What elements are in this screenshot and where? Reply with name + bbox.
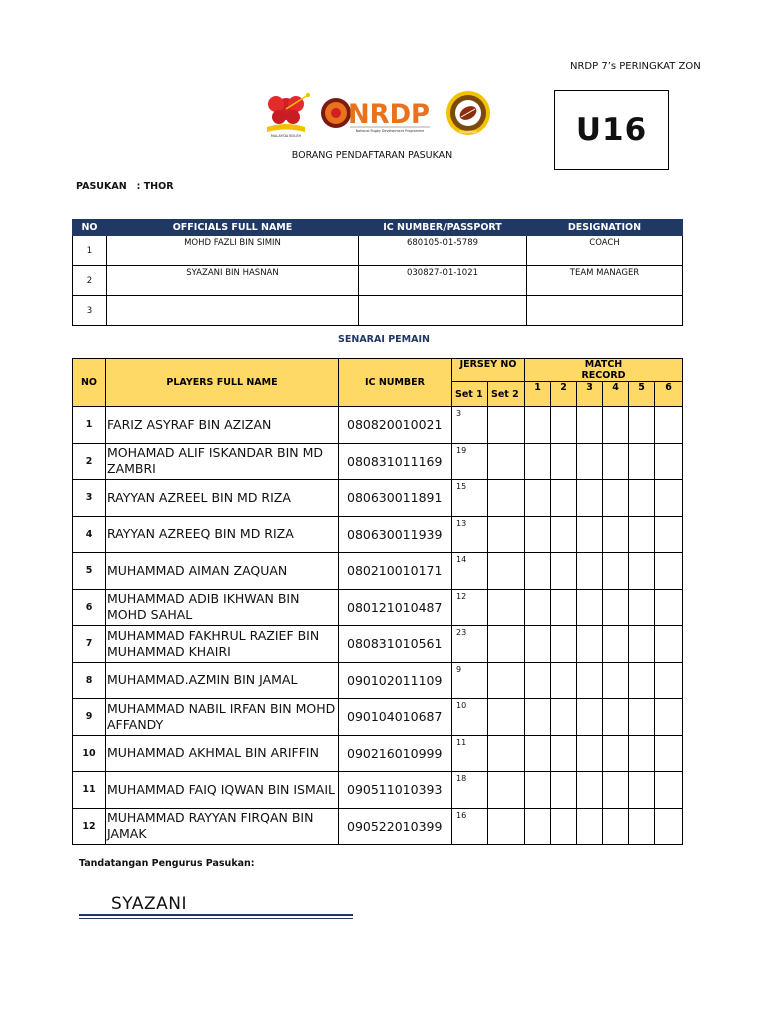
player-match-6-cell[interactable] (655, 480, 683, 517)
player-row (73, 553, 683, 590)
players-header-match-record: MATCH RECORD (525, 359, 683, 382)
player-name[interactable]: MUHAMMAD RAYYAN FIRQAN BIN JAMAK (106, 808, 339, 845)
player-match-2-cell[interactable] (551, 662, 577, 699)
player-match-1-cell[interactable] (525, 662, 551, 699)
officials-table (72, 219, 683, 326)
nrdp-wordmark: NRDP (348, 99, 430, 130)
player-match-2-cell[interactable] (551, 553, 577, 590)
player-match-3-cell[interactable] (577, 589, 603, 626)
player-match-5-cell[interactable] (629, 626, 655, 663)
team-name: PASUKAN : THOR (76, 181, 174, 192)
player-no: 1 (73, 407, 106, 444)
player-match-6-cell[interactable] (655, 407, 683, 444)
officials-header-no: NO (73, 220, 107, 236)
player-no: 11 (73, 772, 106, 809)
player-match-4-cell[interactable] (603, 626, 629, 663)
player-match-2-cell[interactable] (551, 808, 577, 845)
player-match-4-cell[interactable] (603, 443, 629, 480)
player-row (73, 626, 683, 663)
player-name[interactable]: MUHAMMAD FAKHRUL RAZIEF BIN MUHAMMAD KHAIRI (106, 626, 339, 663)
player-ic[interactable]: 080210010171 (339, 553, 452, 590)
player-jersey-set1[interactable]: 10 (452, 699, 488, 736)
officials-header-ic: IC NUMBER/PASSPORT (359, 220, 527, 236)
player-no: 10 (73, 735, 106, 772)
player-ic[interactable]: 080831011169 (339, 443, 452, 480)
player-match-3-cell[interactable] (577, 516, 603, 553)
player-match-1-cell[interactable] (525, 808, 551, 845)
player-no: 2 (73, 443, 106, 480)
player-jersey-set1[interactable]: 19 (452, 443, 488, 480)
official-ic (359, 296, 526, 298)
nrdp-logo (321, 98, 430, 133)
player-jersey-set1[interactable]: 13 (452, 516, 488, 553)
official-designation-cell[interactable] (527, 266, 683, 296)
player-match-4-cell[interactable] (603, 480, 629, 517)
match-header-3: 3 (577, 382, 603, 407)
official-designation: TEAM MANAGER (569, 268, 640, 278)
player-no: 6 (73, 589, 106, 626)
player-match-1-cell[interactable] (525, 443, 551, 480)
player-jersey-set1[interactable]: 15 (452, 480, 488, 517)
official-no: 3 (73, 296, 107, 326)
player-no: 8 (73, 662, 106, 699)
player-match-1-cell[interactable] (525, 699, 551, 736)
match-header-6: 6 (655, 382, 683, 407)
players-table (72, 358, 683, 845)
player-ic[interactable]: 080831010561 (339, 626, 452, 663)
match-header-5: 5 (629, 382, 655, 407)
player-match-4-cell[interactable] (603, 407, 629, 444)
players-table-body (73, 407, 683, 845)
player-match-5-cell[interactable] (629, 772, 655, 809)
player-match-3-cell[interactable] (577, 480, 603, 517)
player-match-5-cell[interactable] (629, 407, 655, 444)
officials-row (73, 266, 683, 296)
player-name[interactable]: RAYYAN AZREEL BIN MD RIZA (106, 480, 339, 517)
player-match-1-cell[interactable] (525, 626, 551, 663)
player-no: 7 (73, 626, 106, 663)
player-match-2-cell[interactable] (551, 699, 577, 736)
official-name: MOHD FAZLI BIN SIMIN (184, 238, 281, 248)
signature-line (79, 914, 353, 916)
player-match-5-cell[interactable] (629, 808, 655, 845)
player-ic[interactable]: 090522010399 (339, 808, 452, 845)
player-match-2-cell[interactable] (551, 407, 577, 444)
player-match-4-cell[interactable] (603, 589, 629, 626)
left-logo-text: MALAYSIA BOLEH (270, 134, 302, 138)
player-name[interactable]: MUHAMMAD NABIL IRFAN BIN MOHD AFFANDY (106, 699, 339, 736)
official-designation-cell[interactable] (527, 296, 683, 326)
player-name[interactable]: MUHAMMAD.AZMIN BIN JAMAL (106, 662, 339, 699)
player-match-3-cell[interactable] (577, 735, 603, 772)
player-jersey-set2[interactable] (488, 443, 525, 480)
player-ic[interactable]: 080121010487 (339, 589, 452, 626)
player-match-2-cell[interactable] (551, 480, 577, 517)
players-header-name: PLAYERS FULL NAME (106, 359, 339, 407)
player-ic[interactable]: 090511010393 (339, 772, 452, 809)
player-match-6-cell[interactable] (655, 735, 683, 772)
player-name[interactable]: MUHAMMAD ADIB IKHWAN BIN MOHD SAHAL (106, 589, 339, 626)
official-ic: 030827-01-1021 (406, 268, 479, 278)
player-jersey-set2[interactable] (488, 735, 525, 772)
player-row (73, 699, 683, 736)
players-header-ic: IC NUMBER (339, 359, 452, 407)
official-name-cell[interactable] (107, 236, 359, 266)
players-header-no: NO (73, 359, 106, 407)
player-match-4-cell[interactable] (603, 772, 629, 809)
player-name[interactable]: MUHAMMAD AKHMAL BIN ARIFFIN (106, 735, 339, 772)
player-match-1-cell[interactable] (525, 516, 551, 553)
officials-row (73, 296, 683, 326)
player-match-3-cell[interactable] (577, 626, 603, 663)
player-name[interactable]: FARIZ ASYRAF BIN AZIZAN (106, 407, 339, 444)
match-header-4: 4 (603, 382, 629, 407)
official-designation-cell[interactable] (527, 236, 683, 266)
player-match-5-cell[interactable] (629, 735, 655, 772)
rugby-union-emblem (446, 91, 490, 135)
player-row (73, 589, 683, 626)
player-match-5-cell[interactable] (629, 480, 655, 517)
official-ic-cell[interactable] (359, 296, 527, 326)
official-no: 2 (73, 266, 107, 296)
player-jersey-set2[interactable] (488, 589, 525, 626)
signature-line-secondary (79, 918, 353, 919)
player-match-4-cell[interactable] (603, 662, 629, 699)
signature-name: SYAZANI (111, 894, 187, 914)
officials-header-designation: DESIGNATION (527, 220, 683, 236)
player-jersey-set1[interactable]: 12 (452, 589, 488, 626)
official-no: 1 (73, 236, 107, 266)
player-jersey-set2[interactable] (488, 772, 525, 809)
players-header-set1: Set 1 (452, 382, 488, 407)
player-match-2-cell[interactable] (551, 516, 577, 553)
player-match-5-cell[interactable] (629, 699, 655, 736)
officials-header-name: OFFICIALS FULL NAME (107, 220, 359, 236)
players-section-heading: SENARAI PEMAIN (338, 334, 430, 345)
signature-label: Tandatangan Pengurus Pasukan: (79, 858, 255, 869)
player-match-3-cell[interactable] (577, 808, 603, 845)
player-no: 12 (73, 808, 106, 845)
player-match-6-cell[interactable] (655, 808, 683, 845)
player-match-5-cell[interactable] (629, 443, 655, 480)
official-ic: 680105-01-5789 (406, 238, 479, 248)
player-jersey-set2[interactable] (488, 553, 525, 590)
player-match-6-cell[interactable] (655, 772, 683, 809)
player-row (73, 772, 683, 809)
player-match-2-cell[interactable] (551, 772, 577, 809)
player-match-4-cell[interactable] (603, 553, 629, 590)
logo-strip (262, 89, 498, 139)
player-jersey-set2[interactable] (488, 516, 525, 553)
player-jersey-set1[interactable]: 23 (452, 626, 488, 663)
player-jersey-set1[interactable]: 11 (452, 735, 488, 772)
player-match-4-cell[interactable] (603, 516, 629, 553)
player-no: 5 (73, 553, 106, 590)
player-name[interactable]: MUHAMMAD AIMAN ZAQUAN (106, 553, 339, 590)
player-row (73, 443, 683, 480)
player-match-5-cell[interactable] (629, 553, 655, 590)
player-match-3-cell[interactable] (577, 662, 603, 699)
official-designation: COACH (589, 238, 620, 248)
player-match-3-cell[interactable] (577, 443, 603, 480)
player-match-1-cell[interactable] (525, 553, 551, 590)
player-match-5-cell[interactable] (629, 662, 655, 699)
form-reference-note: NRDP 7’s PERINGKAT ZON (570, 61, 701, 72)
officials-row (73, 236, 683, 266)
player-no: 9 (73, 699, 106, 736)
player-match-1-cell[interactable] (525, 772, 551, 809)
official-name: SYAZANI BIN HASNAN (186, 268, 279, 278)
player-match-2-cell[interactable] (551, 735, 577, 772)
player-match-4-cell[interactable] (603, 699, 629, 736)
player-match-2-cell[interactable] (551, 589, 577, 626)
player-match-2-cell[interactable] (551, 626, 577, 663)
player-name[interactable]: MUHAMMAD FAIQ IQWAN BIN ISMAIL (106, 772, 339, 809)
player-match-3-cell[interactable] (577, 407, 603, 444)
player-ic[interactable]: 090216010999 (339, 735, 452, 772)
players-header-row (73, 359, 683, 382)
player-match-3-cell[interactable] (577, 772, 603, 809)
player-match-1-cell[interactable] (525, 407, 551, 444)
player-jersey-set2[interactable] (488, 407, 525, 444)
player-row (73, 516, 683, 553)
player-name[interactable]: RAYYAN AZREEQ BIN MD RIZA (106, 516, 339, 553)
player-match-1-cell[interactable] (525, 480, 551, 517)
player-match-1-cell[interactable] (525, 589, 551, 626)
player-match-5-cell[interactable] (629, 516, 655, 553)
player-no: 3 (73, 480, 106, 517)
player-match-6-cell[interactable] (655, 443, 683, 480)
player-match-6-cell[interactable] (655, 662, 683, 699)
player-row (73, 808, 683, 845)
player-no: 4 (73, 516, 106, 553)
player-jersey-set1[interactable]: 9 (452, 662, 488, 699)
players-header-jersey: JERSEY NO (452, 359, 525, 382)
player-match-4-cell[interactable] (603, 735, 629, 772)
player-jersey-set2[interactable] (488, 699, 525, 736)
logos-svg (262, 89, 498, 139)
player-jersey-set2[interactable] (488, 626, 525, 663)
match-header-2: 2 (551, 382, 577, 407)
player-ic[interactable]: 080820010021 (339, 407, 452, 444)
form-title-text: BORANG PENDAFTARAN PASUKAN (291, 150, 453, 161)
player-match-5-cell[interactable] (629, 589, 655, 626)
official-designation (527, 296, 682, 298)
player-match-1-cell[interactable] (525, 735, 551, 772)
player-row (73, 735, 683, 772)
player-jersey-set2[interactable] (488, 662, 525, 699)
official-name-cell[interactable] (107, 266, 359, 296)
player-row (73, 662, 683, 699)
player-row (73, 407, 683, 444)
official-name-cell[interactable] (107, 296, 359, 326)
player-jersey-set1[interactable]: 18 (452, 772, 488, 809)
player-match-2-cell[interactable] (551, 443, 577, 480)
player-match-6-cell[interactable] (655, 699, 683, 736)
player-match-6-cell[interactable] (655, 516, 683, 553)
player-jersey-set1[interactable]: 3 (452, 407, 488, 444)
player-ic[interactable]: 090102011109 (339, 662, 452, 699)
player-match-3-cell[interactable] (577, 553, 603, 590)
player-match-6-cell[interactable] (655, 589, 683, 626)
player-name[interactable]: MOHAMAD ALIF ISKANDAR BIN MD ZAMBRI (106, 443, 339, 480)
player-ic[interactable]: 080630011939 (339, 516, 452, 553)
player-jersey-set1[interactable]: 14 (452, 553, 488, 590)
player-jersey-set1[interactable]: 16 (452, 808, 488, 845)
official-name (107, 296, 358, 298)
official-ic-cell[interactable] (359, 266, 527, 296)
officials-header-row (73, 220, 683, 236)
form-title (0, 150, 768, 161)
hibiscus-logo (267, 93, 310, 138)
player-match-3-cell[interactable] (577, 699, 603, 736)
players-header-set2: Set 2 (488, 382, 525, 407)
player-match-4-cell[interactable] (603, 808, 629, 845)
player-ic[interactable]: 090104010687 (339, 699, 452, 736)
player-jersey-set2[interactable] (488, 808, 525, 845)
category-label: U16 (575, 112, 648, 148)
nrdp-subtitle: National Rugby Development Programme (355, 129, 425, 133)
player-row (73, 480, 683, 517)
right-logo-text: MALAYSIA (459, 130, 477, 134)
player-jersey-set2[interactable] (488, 480, 525, 517)
player-match-6-cell[interactable] (655, 553, 683, 590)
official-ic-cell[interactable] (359, 236, 527, 266)
player-match-6-cell[interactable] (655, 626, 683, 663)
match-header-1: 1 (525, 382, 551, 407)
player-ic[interactable]: 080630011891 (339, 480, 452, 517)
